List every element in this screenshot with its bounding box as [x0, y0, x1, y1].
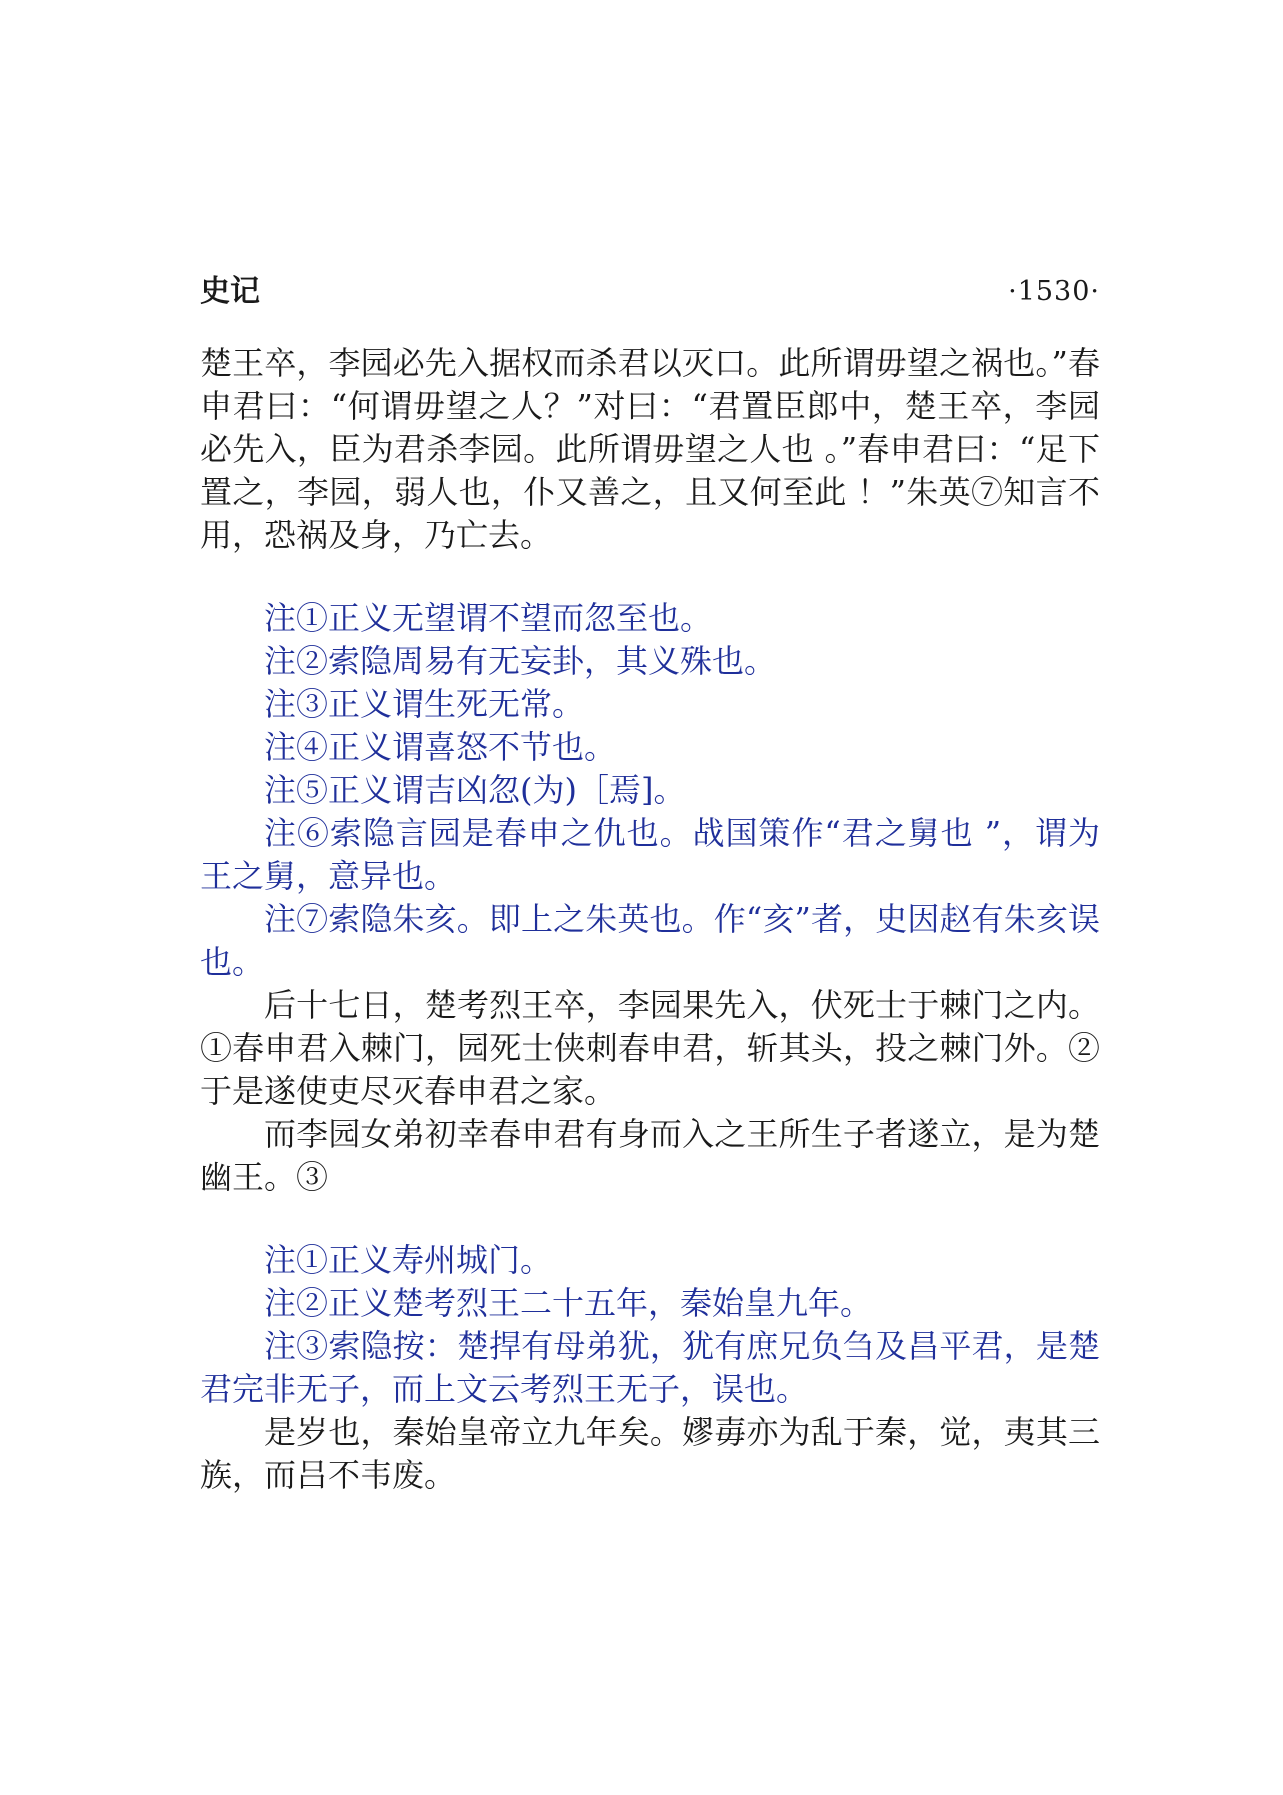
- note-item: 注①正义无望谓不望而忽至也。: [264, 599, 713, 637]
- note-item: 注②索隐周易有无妄卦，其义殊也。: [264, 642, 777, 680]
- note-item: 注⑥索隐言园是春申之仇也。战国策作“君之舅也 ”，谓为王之舅，意异也。: [200, 814, 1100, 895]
- note-item: 注⑤正义谓吉凶忽(为)［焉]。: [264, 771, 686, 809]
- text-paragraph: 后十七日，楚考烈王卒，李园果先入，伏死士于棘门之内。①春申君入棘门，园死士侠刺春申君，斩其头，投之棘门外。②于是遂使吏尽灭春申君之家。: [200, 986, 1100, 1110]
- main-text-block-2: [200, 984, 1100, 1199]
- book-title: 史记: [200, 274, 260, 309]
- page-header: [200, 270, 1100, 314]
- document-page: [200, 270, 1100, 1497]
- note-item: 注①正义寿州城门。: [264, 1241, 553, 1279]
- main-text-block-3: [200, 1411, 1100, 1497]
- note-item: 注⑦索隐朱亥。即上之朱英也。作“亥”者，史因赵有朱亥误也。: [200, 900, 1100, 981]
- text-paragraph: 而李园女弟初幸春申君有身而入之王所生子者遂立，是为楚幽王。③: [200, 1115, 1100, 1196]
- main-text-block-1: [200, 342, 1100, 557]
- note-item: 注④正义谓喜怒不节也。: [264, 728, 617, 766]
- notes-block-2: [200, 1239, 1100, 1411]
- note-item: 注③索隐按：楚捍有母弟犹，犹有庶兄负刍及昌平君，是楚君完非无子，而上文云考烈王无子，误也。: [200, 1327, 1100, 1408]
- text-paragraph: 楚王卒，李园必先入据权而杀君以灭口。此所谓毋望之祸也。”春申君曰：“何谓毋望之人？”对曰：“君置臣郎中，楚王卒，李园必先入，臣为君杀李园。此所谓毋望之人也 。”春申君曰：“足下置之，李园，弱人也，仆又善之，且又何至此 ！”朱英⑦知言不用，恐祸及身，乃亡去。: [200, 344, 1100, 554]
- notes-block-1: [200, 597, 1100, 984]
- note-item: 注③正义谓生死无常。: [264, 685, 585, 723]
- text-paragraph: 是岁也，秦始皇帝立九年矣。嫪毐亦为乱于秦，觉，夷其三族，而吕不韦废。: [200, 1413, 1100, 1494]
- note-item: 注②正义楚考烈王二十五年，秦始皇九年。: [264, 1284, 873, 1322]
- page-number: ·1530·: [1008, 276, 1100, 307]
